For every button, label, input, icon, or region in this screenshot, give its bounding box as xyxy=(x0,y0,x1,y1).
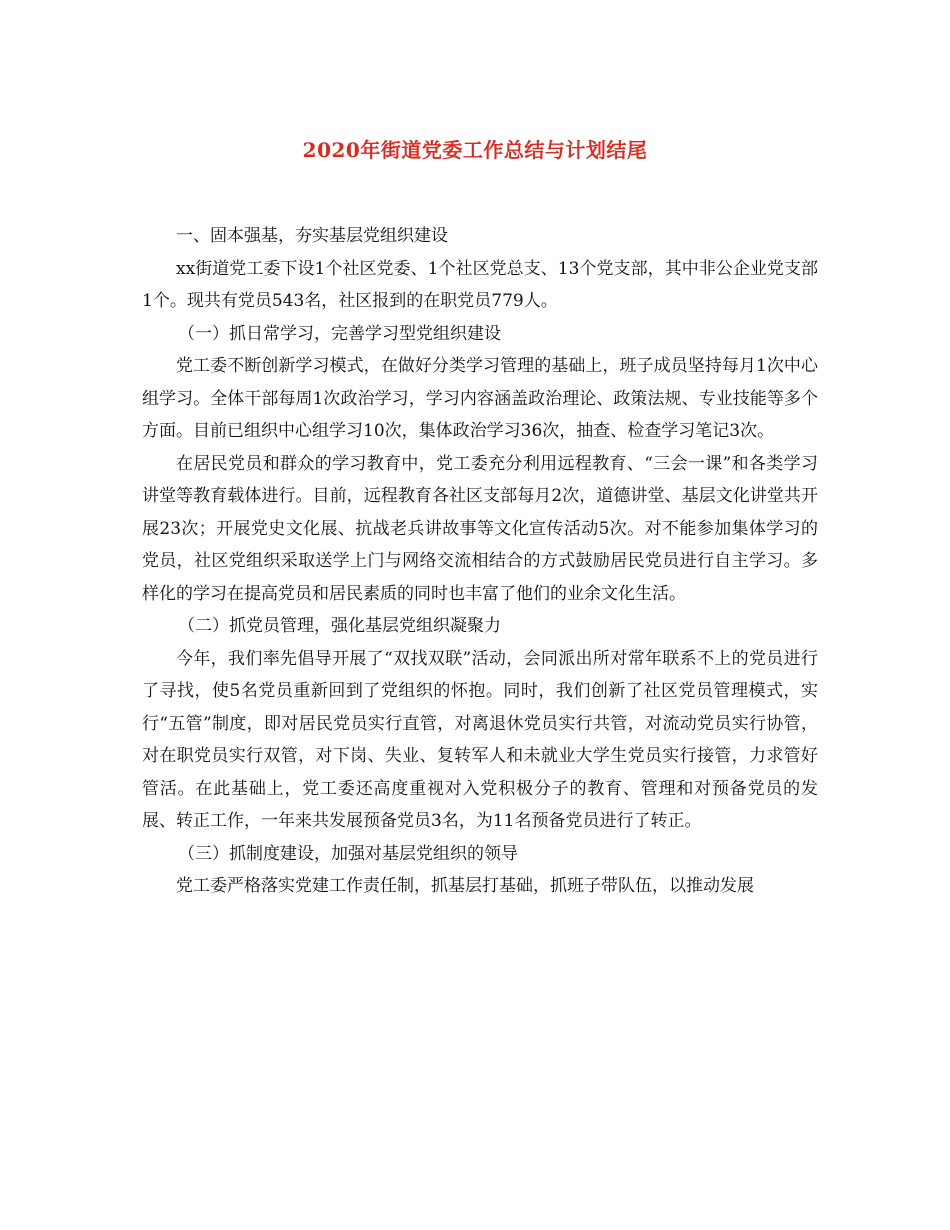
paragraph: xx街道党工委下设1个社区党委、1个社区党总支、13个党支部，其中非公企业党支部1个。现共有党员543名，社区报到的在职党员779人。 xyxy=(142,258,818,311)
document-body xyxy=(142,220,818,903)
paragraph: 今年，我们率先倡导开展了“双找双联”活动，会同派出所对常年联系不上的党员进行了寻找，使5名党员重新回到了党组织的怀抱。同时，我们创新了社区党员管理模式，实行“五管”制度，即对居民党员实行直管，对离退休党员实行共管，对流动党员实行协管，对在职党员实行双管，对下岗、失业、复转军人和未就业大学生党员实行接管，力求管好管活。在此基础上，党工委还高度重视对入党积极分子的教育、管理和对预备党员的发展、转正工作，一年来共发展预备党员3名，为11名预备党员进行了转正。 xyxy=(142,648,818,831)
paragraph: 党工委不断创新学习模式，在做好分类学习管理的基础上，班子成员坚持每月1次中心组学习。全体干部每周1次政治学习，学习内容涵盖政治理论、政策法规、专业技能等多个方面。目前已组织中心组学习10次，集体政治学习36次，抽查、检查学习笔记3次。 xyxy=(142,356,818,441)
document-title: 2020年街道党委工作总结与计划结尾 xyxy=(302,138,648,162)
subsection-heading: （二）抓党员管理，强化基层党组织凝聚力 xyxy=(178,616,501,636)
subsection-heading: （三）抓制度建设，加强对基层党组织的领导 xyxy=(178,843,518,864)
paragraph: 党工委严格落实党建工作责任制，抓基层打基础，抓班子带队伍，以推动发展 xyxy=(176,876,754,896)
section-heading: 一、固本强基，夯实基层党组织建设 xyxy=(176,226,448,246)
paragraph: 在居民党员和群众的学习教育中，党工委充分利用远程教育、“三会一课”和各类学习讲堂等教育载体进行。目前，远程教育各社区支部每月2次，道德讲堂、基层文化讲堂共开展23次；开展党史文化展、抗战老兵讲故事等文化宣传活动5次。对不能参加集体学习的党员，社区党组织采取送学上门与网络交流相结合的方式鼓励居民党员进行自主学习。多样化的学习在提高党员和居民素质的同时也丰富了他们的业余文化生活。 xyxy=(142,453,818,604)
subsection-heading: （一）抓日常学习，完善学习型党组织建设 xyxy=(178,323,501,344)
